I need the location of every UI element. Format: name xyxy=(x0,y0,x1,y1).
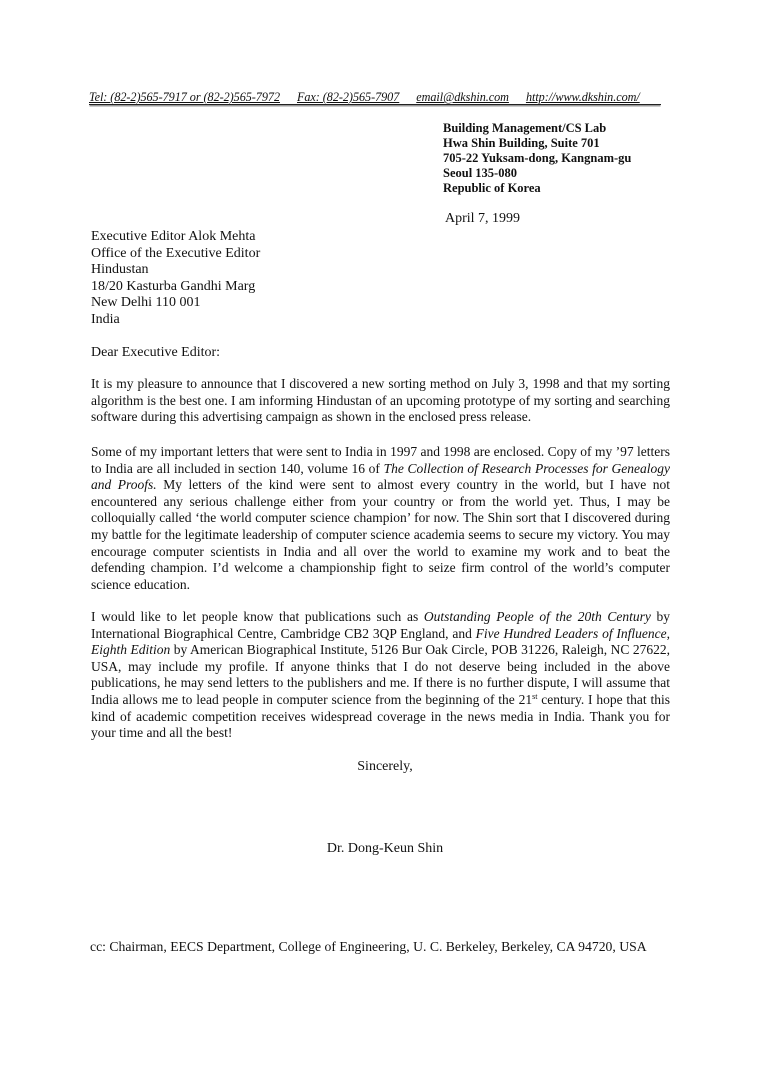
paragraph-text: by International Biographical Centre, Cambridge CB2 3QP England, and xyxy=(91,609,670,641)
body-paragraph-2 xyxy=(91,444,670,593)
fax-number: Fax: (82-2)565-7907 xyxy=(296,90,400,104)
telephone-numbers: Tel: (82-2)565-7917 or (82-2)565-7972 xyxy=(89,90,280,104)
email-link[interactable]: email@dkshin.com xyxy=(416,90,509,104)
ordinal-suffix: st xyxy=(532,691,538,701)
paragraph-text: by American Biographical Institute, 5126 Bur Oak Circle, POB 31226, Raleigh, NC 27622, USA, may include my profile. If anyone thinks that I do not deserve being included in the above publications, he may send letters to the publishers and me. If there is no further dispute, I will assume that India allows me to lead people in computer science from the beginning of the 21 xyxy=(91,642,670,707)
recipient-address xyxy=(91,229,260,328)
signature-name: Dr. Dong-Keun Shin xyxy=(326,841,444,856)
paragraph-text: , xyxy=(666,625,670,641)
paragraph-text: My letters of the kind were sent to almost every country in the world, but I have not encountered any serious challenge either from your country or from the world yet. Thus, I may be colloquially called ‘the world computer science champion’ for now. The Shin sort that I discovered during my battle for the legitimate leadership of computer science academia seems to secure my victory. You may encourage computer scientists in India and all over the world to examine my work and to beat the defending champion. I’d welcome a championship fight to seize firm control of the world’s computer science education. xyxy=(91,477,671,592)
recipient-address-line: 18/20 Kasturba Gandhi Marg xyxy=(91,278,256,294)
publication-title: Five Hundred Leaders of Influence xyxy=(475,625,667,641)
paragraph-text: Some of my important letters that were sent to India in 1997 and 1998 are enclosed. Copy of my ’97 letters to India are all included in section 140, volume 16 of xyxy=(91,444,670,476)
publication-edition: Eighth Edition xyxy=(91,642,171,658)
sender-address-line: 705-22 Yuksam-dong, Kangnam-gu xyxy=(443,151,632,165)
sender-address-line: Hwa Shin Building, Suite 701 xyxy=(443,136,600,150)
body-paragraph-3 xyxy=(91,609,670,742)
recipient-address-line: India xyxy=(91,311,120,327)
letter-date: April 7, 1999 xyxy=(445,211,521,226)
sender-address-line: Seoul 135-080 xyxy=(443,166,517,180)
sender-address-line: Republic of Korea xyxy=(443,181,541,195)
sender-address xyxy=(443,121,631,196)
recipient-address-line: Executive Editor Alok Mehta xyxy=(91,229,256,244)
recipient-address-line: Office of the Executive Editor xyxy=(91,245,261,261)
cc-line: cc: Chairman, EECS Department, College of Engineering, U. C. Berkeley, Berkeley, CA 94720, USA xyxy=(90,939,647,954)
closing: Sincerely, xyxy=(357,759,413,774)
salutation: Dear Executive Editor: xyxy=(91,345,221,360)
sender-address-line: Building Management/CS Lab xyxy=(443,121,607,135)
paragraph-text: century. I hope that this kind of academic competition receives widespread coverage in the news media in India. Thank you for your time and all the best! xyxy=(91,691,670,741)
website-link[interactable]: http://www.dkshin.com/ xyxy=(525,90,640,104)
body-paragraph-1: It is my pleasure to announce that I discovered a new sorting method on July 3, 1998 and that my sorting algorithm is the best one. I am informing Hindustan of an upcoming prototype of my sorting and searching software during this advertising campaign as shown in the enclosed press release. xyxy=(91,376,670,425)
publication-title: Outstanding People of the 20th Century xyxy=(423,609,651,624)
paragraph-text: I would like to let people know that publications such as xyxy=(91,609,424,624)
letterhead-contact-line xyxy=(89,90,661,105)
publication-title: The Collection of Research Processes for Genealogy and Proofs. xyxy=(91,460,671,493)
recipient-address-line: Hindustan xyxy=(91,262,149,277)
recipient-address-line: New Delhi 110 001 xyxy=(91,295,201,310)
